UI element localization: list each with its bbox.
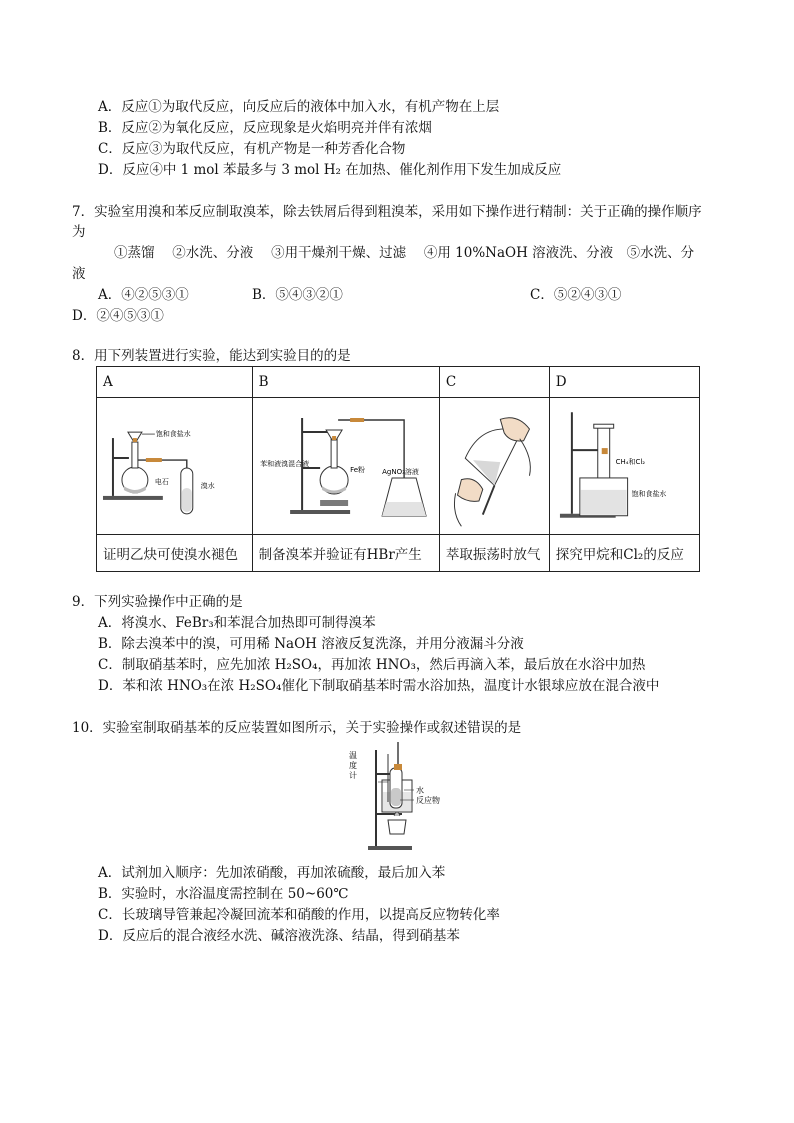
q8-header-c: C <box>439 367 549 398</box>
q6-option-d: D．反应④中 1 mol 苯最多与 3 mol H₂ 在加热、催化剂作用下发生加成反应 <box>98 162 562 178</box>
q6-option-c: C．反应③为取代反应，有机产物是一种芳香化合物 <box>98 141 406 157</box>
label-bromine-water: 溴水 <box>200 481 215 490</box>
q8-figure-d <box>549 398 699 535</box>
label-methane-chlorine: CH₄和Cl₂ <box>615 458 645 467</box>
q8-figure-c <box>439 398 549 535</box>
q9-stem: 9．下列实验操作中正确的是 <box>72 594 243 610</box>
label-benzene-bromine-mix: 苯和液溴混合液 <box>259 460 309 468</box>
q10-option-a: A．试剂加入顺序：先加浓硝酸，再加浓硫酸，最后加入苯 <box>98 865 446 881</box>
q6-option-b: B．反应②为氧化反应，反应现象是火焰明亮并伴有浓烟 <box>98 120 432 136</box>
q8-caption-b: 制备溴苯并验证有HBr产生 <box>252 535 439 572</box>
q10-option-d: D．反应后的混合液经水洗、碱溶液洗涤、结晶，得到硝基苯 <box>98 928 460 944</box>
acetylene-apparatus-illustration <box>97 398 252 534</box>
label-thermometer-2: 度 <box>349 761 357 770</box>
q8-caption-d: 探究甲烷和Cl₂的反应 <box>549 535 699 572</box>
q7-option-d: D．②④⑤③① <box>72 308 164 324</box>
label-thermometer-3: 计 <box>349 771 357 780</box>
q8-header-b: B <box>252 367 439 398</box>
nitrobenzene-apparatus-illustration <box>340 742 460 854</box>
q9-option-c: C．制取硝基苯时，应先加浓 H₂SO₄，再加浓 HNO₃，然后再滴入苯，最后放在水浴中加热 <box>98 657 646 673</box>
q10-stem: 10．实验室制取硝基苯的反应装置如图所示，关于实验操作或叙述错误的是 <box>72 720 522 736</box>
q10-option-c: C．长玻璃导管兼起冷凝回流苯和硝酸的作用，以提高反应物转化率 <box>98 907 500 923</box>
bromobenzene-apparatus-illustration <box>253 398 439 534</box>
methane-chlorine-apparatus-illustration <box>550 398 699 534</box>
q8-header-d: D <box>549 367 699 398</box>
label-silver-nitrate: AgNO₃溶液 <box>381 468 419 476</box>
q8-figure-a <box>97 398 253 535</box>
label-water: 水 <box>416 786 424 795</box>
q6-option-a: A．反应①为取代反应，向反应后的液体中加入水，有机产物在上层 <box>98 99 500 115</box>
q8-apparatus-table <box>96 366 700 572</box>
q7-steps-cont: 液 <box>72 266 86 282</box>
q8-caption-a: 证明乙炔可使溴水褪色 <box>97 535 253 572</box>
q8-stem: 8．用下列装置进行实验，能达到实验目的的是 <box>72 348 351 364</box>
q7-stem: 7．实验室用溴和苯反应制取溴苯，除去铁屑后得到粗溴苯，采用如下操作进行精制：关于正确的操作顺序 <box>72 204 702 220</box>
q7-option-a: A．④②⑤③① <box>98 287 189 303</box>
label-saturated-brine-d: 饱和食盐水 <box>631 489 667 498</box>
q9-option-a: A．将溴水、FeBr₃和苯混合加热即可制得溴苯 <box>98 615 376 631</box>
extraction-venting-illustration <box>440 398 549 534</box>
label-calcium-carbide: 电石 <box>154 477 169 486</box>
label-thermometer <box>349 751 360 780</box>
q7-option-b: B．⑤④③②① <box>252 287 343 303</box>
label-thermometer-1: 温 <box>349 751 357 760</box>
q8-caption-c: 萃取振荡时放气 <box>439 535 549 572</box>
label-iron-powder: Fe粉 <box>349 466 365 474</box>
q10-option-b: B．实验时，水浴温度需控制在 50~60℃ <box>98 886 349 902</box>
label-saturated-brine: 饱和食盐水 <box>155 430 191 439</box>
q9-option-b: B．除去溴苯中的溴，可用稀 NaOH 溶液反复洗涤，并用分液漏斗分液 <box>98 636 524 652</box>
q8-figure-b <box>252 398 439 535</box>
label-reactant: 反应物 <box>416 796 440 805</box>
q7-steps: ①蒸馏 ②水洗、分液 ③用干燥剂干燥、过滤 ④用 10%NaOH 溶液洗、分液 ⑤水洗、分 <box>114 245 695 261</box>
q8-header-a: A <box>97 367 253 398</box>
q7-option-c: C．⑤②④③① <box>530 287 622 303</box>
q9-option-d: D．苯和浓 HNO₃在浓 H₂SO₄催化下制取硝基苯时需水浴加热，温度计水银球应放在混合液中 <box>98 678 660 694</box>
q7-stem-cont: 为 <box>72 224 86 240</box>
